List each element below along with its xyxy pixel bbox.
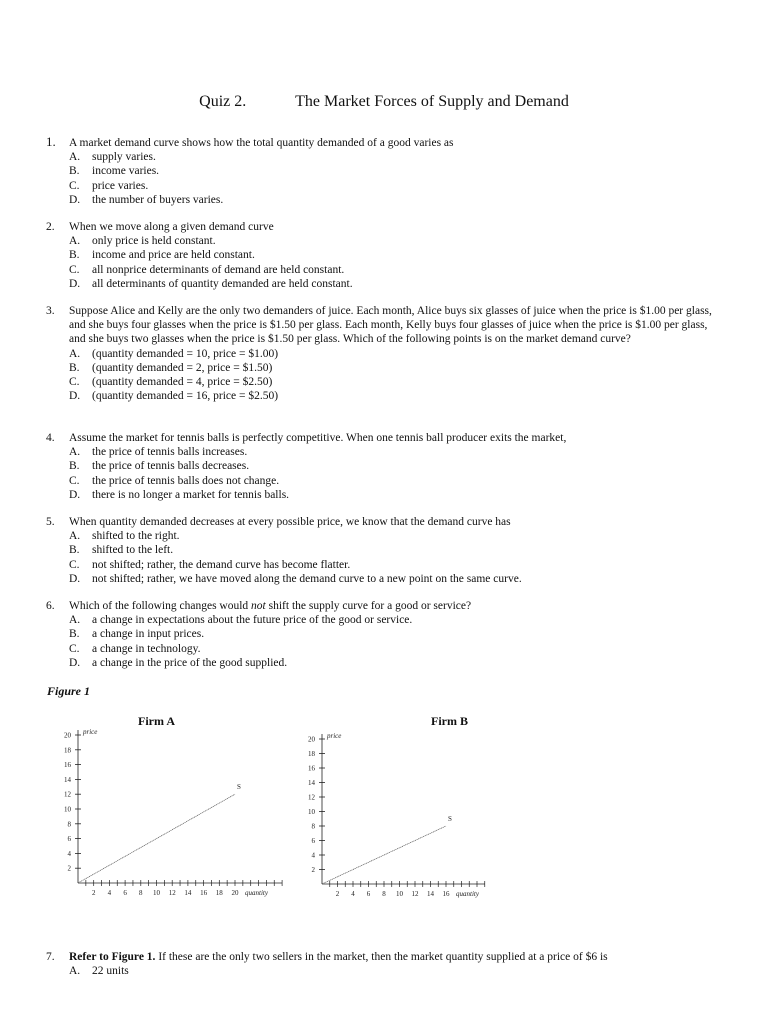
option-a[interactable]: A. 22 units (69, 965, 129, 978)
option-a[interactable]: A. only price is held constant. (69, 235, 216, 248)
question-stem: Suppose Alice and Kelly are the only two demanders of juice. Each month, Alice buys six glasses of juice when the price is $1.00 per glass, and she buys four glasses when the price is $1.50 per glass. Each month, Kelly buys four glasses of juice when the price is $1.00 per glass, and she buys two glasses when the price is $1.50 per glass. Which of the following points is on the market demand curve? (69, 305, 712, 346)
emphasis-not: not (251, 600, 266, 612)
y-tick-label: 10 (308, 808, 315, 816)
y-tick-label: 4 (67, 849, 71, 858)
x-tick-label: 8 (382, 890, 386, 898)
y-axis-label: price (327, 732, 342, 740)
x-tick-label: 18 (215, 889, 223, 897)
option-b[interactable]: B. (quantity demanded = 2, price = $1.50) (69, 361, 273, 374)
y-tick-label: 16 (308, 764, 315, 773)
x-axis-label: quantity (245, 889, 268, 897)
supply-curve (78, 794, 235, 883)
option-a[interactable]: A. a change in expectations about the future price of the good or service. (69, 614, 413, 627)
option-b[interactable]: B. income and price are held constant. (69, 249, 255, 262)
question-number: 7. (46, 951, 55, 963)
option-c[interactable]: C. the price of tennis balls does not change. (69, 474, 280, 487)
x-tick-label: 4 (107, 889, 112, 897)
question-4 (46, 431, 726, 502)
y-tick-label: 8 (67, 820, 71, 829)
x-tick-label: 2 (335, 890, 340, 898)
figure-label: Figure 1 (47, 684, 91, 698)
x-tick-label: 16 (442, 890, 450, 898)
x-tick-label: 6 (123, 889, 127, 897)
y-tick-label: 20 (64, 731, 71, 740)
y-tick-label: 18 (308, 750, 315, 758)
y-axis-label: price (83, 728, 98, 736)
firm-b-chart (300, 731, 500, 903)
option-a[interactable]: A. shifted to the right. (69, 530, 180, 543)
y-tick-label: 2 (67, 864, 71, 873)
firm-b-title: Firm B (431, 714, 468, 728)
option-d[interactable]: D. not shifted; rather, we have moved along the demand curve to a new point on the same curve. (69, 572, 522, 585)
y-tick-label: 20 (308, 735, 315, 744)
question-number: 4. (46, 432, 55, 444)
y-tick-label: 8 (311, 822, 315, 831)
option-c[interactable]: C. all nonprice determinants of demand are held constant. (69, 263, 345, 276)
y-tick-label: 16 (64, 761, 71, 770)
x-tick-label: 8 (139, 889, 143, 897)
y-tick-label: 6 (311, 837, 315, 845)
y-tick-label: 2 (311, 866, 315, 874)
option-a[interactable]: A. the price of tennis balls increases. (69, 446, 248, 459)
question-5 (46, 515, 726, 586)
option-d[interactable]: D. the number of buyers varies. (69, 193, 224, 206)
firm-a-title: Firm A (138, 714, 175, 728)
quiz-number: Quiz 2. (199, 93, 247, 110)
question-stem: Refer to Figure 1. If these are the only two sellers in the market, then the market quantity supplied at a price of $6 is (69, 951, 608, 963)
x-tick-label: 10 (396, 890, 403, 898)
x-axis-label: quantity (456, 890, 479, 898)
question-1 (46, 136, 726, 207)
figure-reference: Refer to Figure 1. (69, 951, 156, 963)
option-b[interactable]: B. shifted to the left. (69, 544, 174, 557)
option-a[interactable]: A. supply varies. (69, 151, 156, 164)
question-stem: When we move along a given demand curve (69, 221, 274, 233)
question-number: 5. (46, 516, 55, 528)
question-number: 2. (46, 221, 55, 233)
y-tick-label: 10 (64, 805, 71, 814)
x-tick-label: 12 (168, 889, 176, 897)
y-tick-label: 14 (308, 779, 315, 787)
supply-curve (322, 826, 446, 884)
question-6 (46, 599, 726, 670)
firm-a-chart (55, 728, 285, 903)
question-stem: A market demand curve shows how the total quantity demanded of a good varies as (69, 137, 454, 149)
option-d[interactable]: D. (quantity demanded = 16, price = $2.50) (69, 390, 279, 403)
x-tick-label: 10 (153, 889, 160, 897)
question-2 (46, 220, 726, 291)
y-tick-label: 12 (64, 790, 71, 799)
option-c[interactable]: C. not shifted; rather, the demand curve has become flatter. (69, 558, 351, 571)
option-b[interactable]: B. the price of tennis balls decreases. (69, 460, 250, 473)
option-c[interactable]: C. a change in technology. (69, 642, 201, 655)
x-tick-label: 6 (366, 890, 371, 898)
option-d[interactable]: D. a change in the price of the good supplied. (69, 656, 288, 669)
option-d[interactable]: D. there is no longer a market for tennis balls. (69, 488, 290, 501)
x-tick-label: 2 (91, 889, 96, 897)
x-tick-label: 14 (184, 889, 192, 897)
x-tick-label: 16 (200, 889, 208, 897)
supply-curve-label: S (237, 783, 241, 792)
question-stem: When quantity demanded decreases at every possible price, we know that the demand curve has (69, 516, 511, 528)
option-c[interactable]: C. price varies. (69, 179, 149, 192)
supply-curve-label: S (448, 815, 452, 823)
quiz-heading: The Market Forces of Supply and Demand (295, 93, 569, 110)
question-7 (46, 950, 726, 978)
question-stem: Assume the market for tennis balls is perfectly competitive. When one tennis ball producer exits the market, (69, 432, 567, 444)
y-tick-label: 18 (64, 746, 71, 755)
question-3 (46, 304, 726, 403)
question-stem: Which of the following changes would not shift the supply curve for a good or service? (69, 600, 472, 612)
option-c[interactable]: C. (quantity demanded = 4, price = $2.50) (69, 376, 273, 389)
y-tick-label: 12 (308, 793, 315, 802)
option-b[interactable]: B. income varies. (69, 165, 160, 178)
quiz-title (0, 93, 768, 111)
y-tick-label: 6 (67, 835, 71, 844)
x-tick-label: 20 (231, 889, 239, 897)
y-tick-label: 4 (311, 851, 315, 860)
option-a[interactable]: A. (quantity demanded = 10, price = $1.00) (69, 347, 279, 360)
question-number: 6. (46, 600, 55, 612)
option-b[interactable]: B. a change in input prices. (69, 628, 205, 641)
x-tick-label: 4 (351, 890, 355, 898)
y-tick-label: 14 (64, 775, 71, 784)
option-d[interactable]: D. all determinants of quantity demanded are held constant. (69, 277, 353, 290)
question-number: 1. (46, 134, 56, 149)
question-number: 3. (46, 305, 55, 317)
x-tick-label: 12 (411, 890, 419, 898)
x-tick-label: 14 (427, 890, 434, 898)
